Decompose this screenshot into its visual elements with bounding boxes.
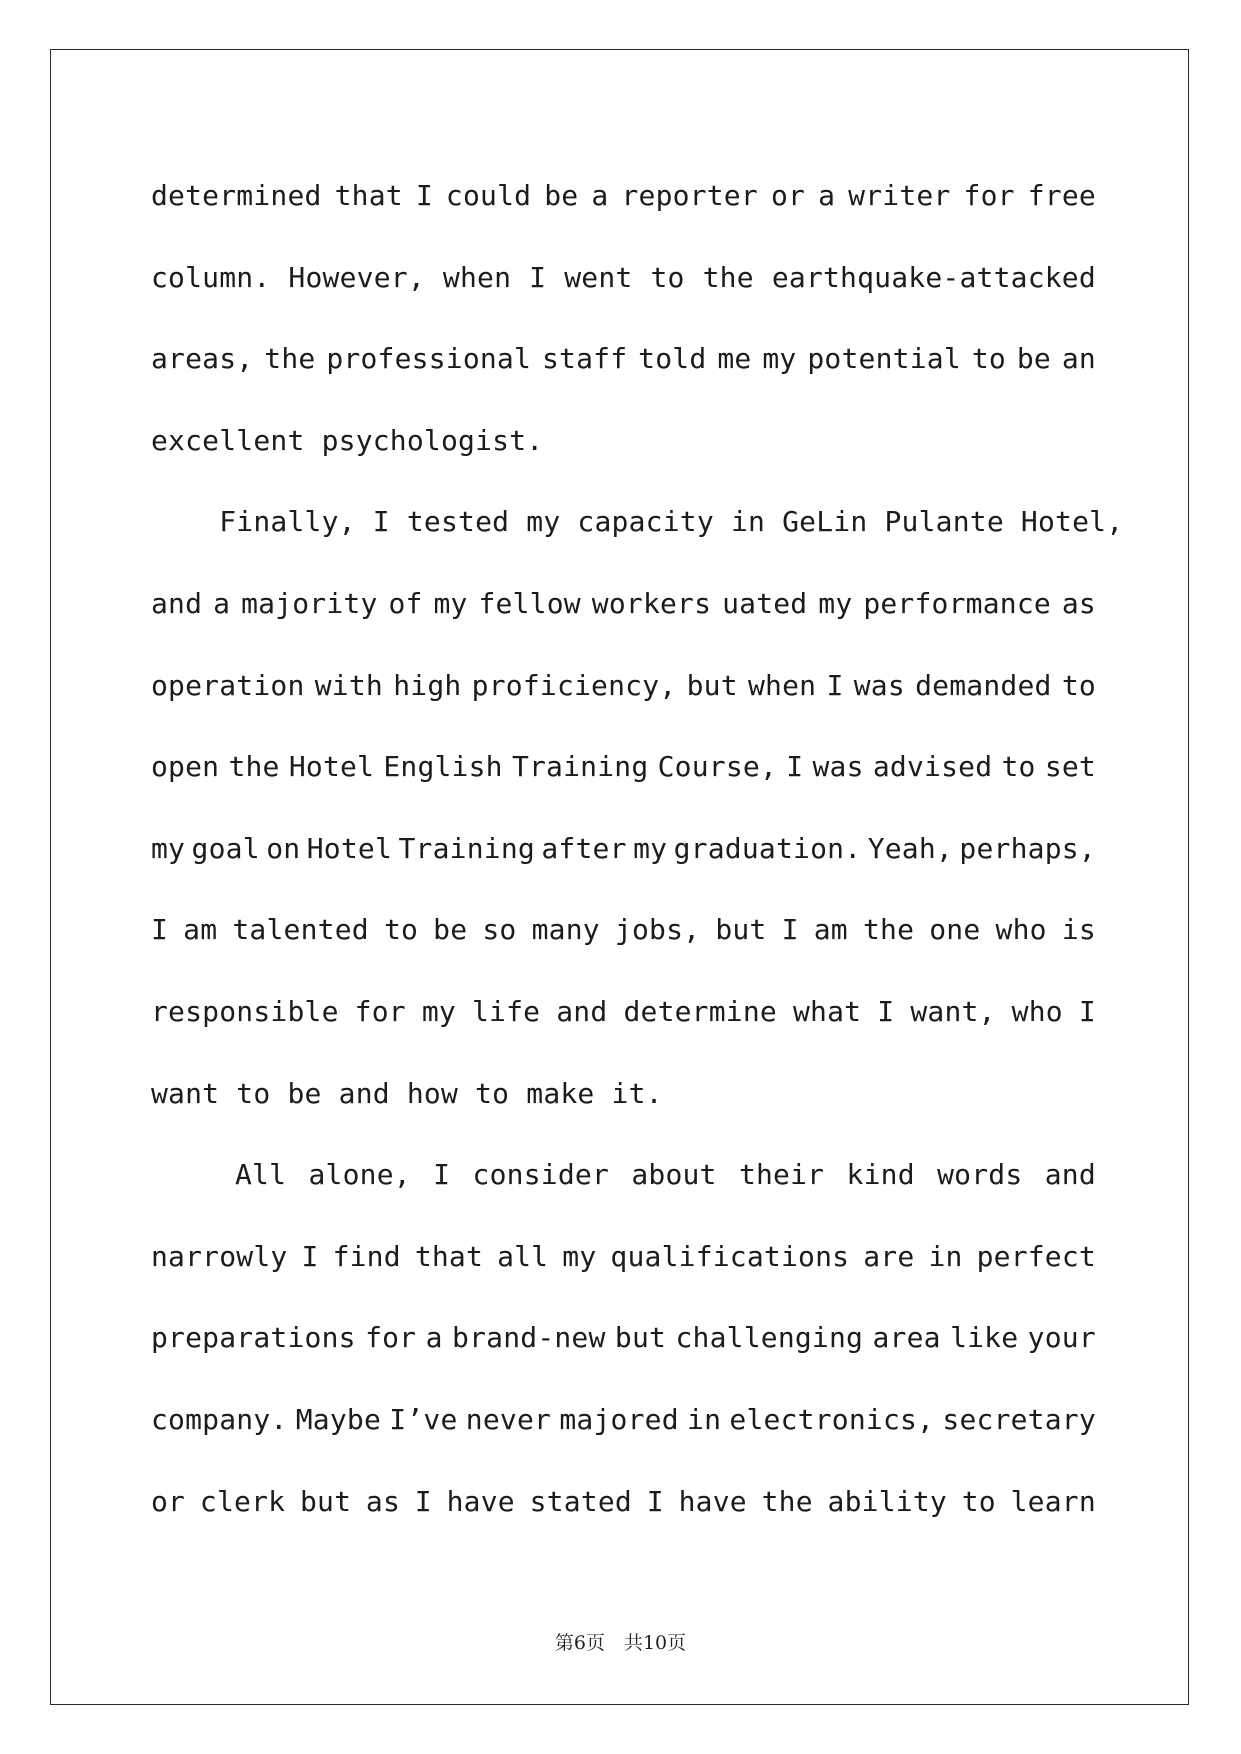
paragraph (151, 481, 1124, 1134)
paragraph (151, 155, 1096, 481)
document-body (151, 155, 1124, 1542)
text-line: narrowly I find that all my qualifications are in perfect (151, 1239, 1096, 1273)
text-line: excellent psychologist. (151, 423, 544, 457)
page-number-footer: 第6页 共10页 (554, 1632, 687, 1654)
text-line: open the Hotel English Training Course, I was advised to set (151, 750, 1096, 784)
text-line: company. Maybe I’ve never majored in electronics, secretary (151, 1402, 1096, 1436)
text-line: All alone, I consider about their kind words and (235, 1158, 1096, 1192)
paragraph (151, 1134, 1096, 1542)
text-line: my goal on Hotel Training after my graduation. Yeah, perhaps, (151, 831, 1096, 865)
text-line: areas, the professional staff told me my potential to be an (151, 342, 1096, 376)
text-line: responsible for my life and determine what I want, who I (151, 994, 1096, 1028)
text-line: preparations for a brand-new but challenging area like your (151, 1321, 1096, 1355)
text-line: column. However, when I went to the earthquake-attacked (151, 260, 1096, 294)
text-line: and a majority of my fellow workers uated my performance as (151, 586, 1096, 620)
text-line: determined that I could be a reporter or a writer for free (151, 179, 1096, 212)
text-line: I am talented to be so many jobs, but I am the one who is (151, 913, 1096, 947)
text-line: operation with high proficiency, but when I was demanded to (151, 668, 1096, 702)
text-line: or clerk but as I have stated I have the ability to learn (151, 1484, 1096, 1518)
text-line: want to be and how to make it. (151, 1076, 663, 1110)
text-line: Finally, I tested my capacity in GeLin Pulante Hotel, (151, 505, 1124, 539)
